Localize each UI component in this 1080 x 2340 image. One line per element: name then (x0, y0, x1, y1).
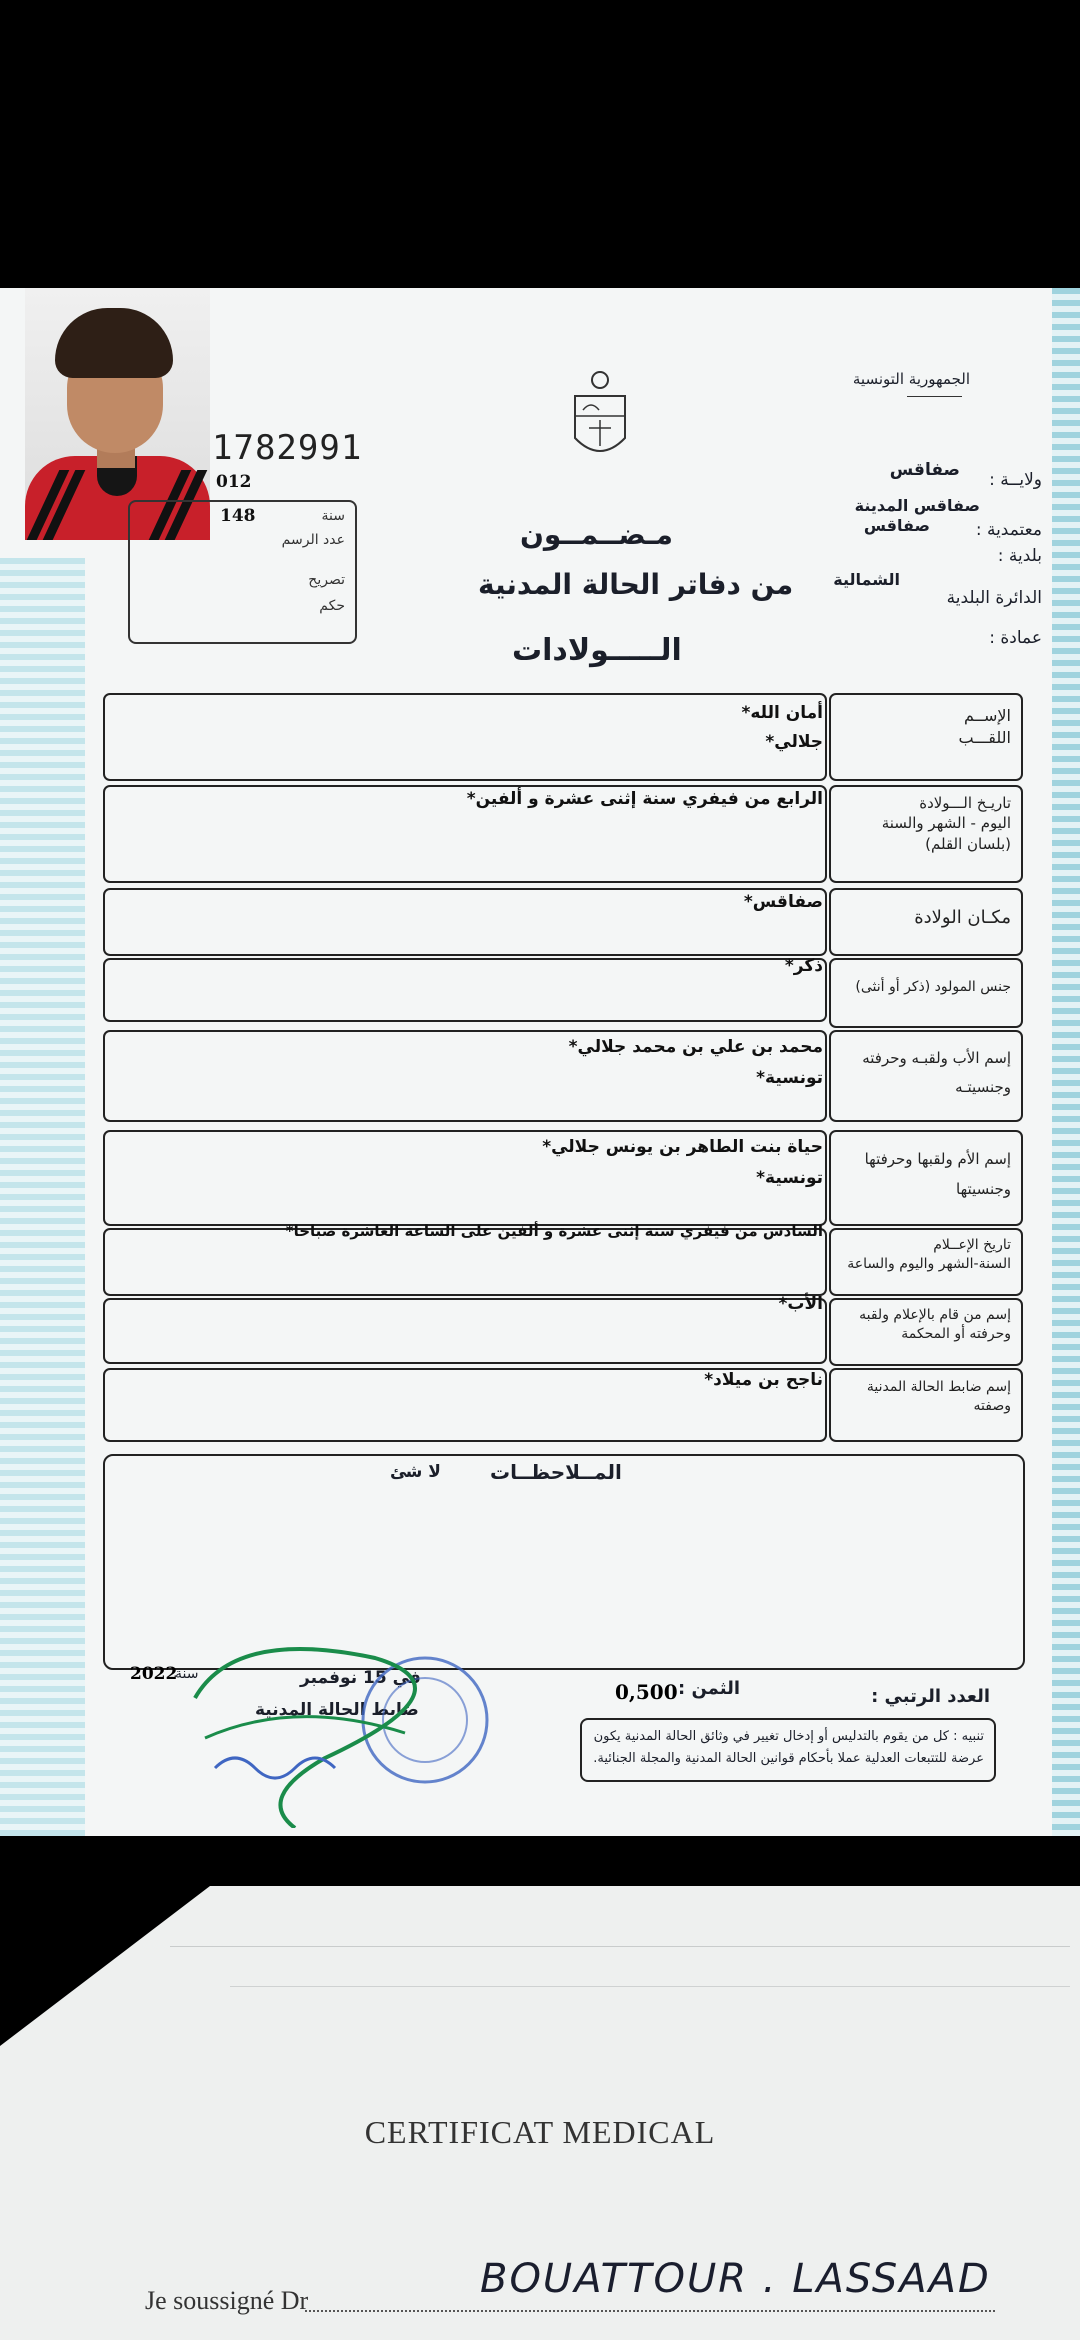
field-label-declaration-date: تاريخ الإعــلام السنة-الشهر واليوم والساعة (847, 1237, 1011, 1272)
field-value-sex: ذكر* (784, 956, 823, 976)
judgment-label: حكم (319, 598, 345, 614)
field-value-declarant: الأب* (778, 1294, 823, 1314)
baladiya-label: بلدية : (997, 546, 1042, 566)
footer-date: في 15 نوفمبر (300, 1668, 421, 1688)
tunisia-coat-of-arms-icon (565, 368, 635, 468)
wilaya-value: صفاقس (889, 460, 960, 480)
baladiya-value: صفاقس (863, 516, 930, 535)
field-label-mother: إسم الأم ولقبها وحرفتها وجنسيتها (864, 1150, 1011, 1198)
field-label-declarant: إسم من قام بالإعلام ولقبه وحرفته أو المحكمة (859, 1307, 1011, 1342)
act-number-box (128, 472, 357, 644)
mootamadiya-label: معتمدية : (975, 520, 1042, 540)
field-label-father: إسم الأب ولقبـه وحرفته وجنسيتـه (862, 1049, 1011, 1096)
field-value-birth-place: صفاقس* (743, 892, 823, 912)
field-value-father: محمد بن علي بن محمد جلالي* تونسية* (568, 1037, 823, 1088)
republic-name: الجمهورية التونسية (852, 370, 970, 388)
field-value-name: أمان الله* جلالي* (741, 703, 823, 752)
field-label-name: الإســم اللقـــب (958, 706, 1011, 747)
daira-value: الشمالية (833, 570, 900, 589)
birth-certificate (0, 288, 1080, 1836)
medical-dotted-line (305, 2310, 995, 2312)
declaration-label: تصريح (308, 572, 345, 588)
footer-year-value: 2022 (130, 1664, 178, 1684)
field-row-declaration-date (103, 1222, 1023, 1298)
field-value-birth-date: الرابع من فيفري سنة إثنى عشرة و ألفين* (466, 789, 823, 809)
section-title-births: الـــــولادات (512, 633, 682, 668)
field-value-mother: حياة بنت الطاهر بن يونس جلالي* تونسية* (542, 1137, 823, 1188)
act-year-value: 012 (216, 472, 252, 492)
field-row-mother (103, 1130, 1023, 1224)
field-row-father (103, 1030, 1023, 1124)
field-row-sex (103, 958, 1023, 1028)
field-value-declaration-date: السادس من فيفري سنة إثنى عشرة و ألفين على الساعة العاشرة صباحا* (285, 1222, 823, 1240)
imada-label: عمادة : (989, 628, 1042, 648)
act-number-label: عدد الرسم (281, 532, 345, 548)
title-line2: من دفاتر الحالة المدنية (478, 568, 794, 601)
medical-title: CERTIFICAT MEDICAL (364, 2114, 716, 2150)
serial-label: العدد الرتبي : (871, 1686, 990, 1707)
act-year-label: سنة (321, 508, 345, 524)
field-label-birth-date: تاريـخ الـــولادة اليوم - الشهر والسنة (بلسان القلم) (881, 794, 1011, 853)
legal-warning-box: تنبيه : كل من يقوم بالتدليس أو إدخال تغيير في وثائق الحالة المدنية يكون عرضة للتتبعات العدلية عملا بأحكام قوانين الحالة المدنية والمجلة الجنائية. (580, 1718, 996, 1782)
medical-declaration-label: Je soussigné Dr (145, 2286, 309, 2315)
mootamadiya-value: صفاقس المدينة (854, 496, 980, 515)
field-label-officer: إسم ضابط الحالة المدنية وصفته (866, 1379, 1011, 1414)
left-decorative-border (0, 558, 85, 1836)
field-row-declarant (103, 1294, 1023, 1368)
field-value-officer: ناجح بن ميلاد* (704, 1370, 823, 1390)
title-line1: مـضــمــون (520, 518, 674, 551)
doctor-name-handwritten: BOUATTOUR . LASSAAD (480, 2256, 991, 2302)
act-number-value: 148 (220, 506, 256, 526)
field-label-birth-place: مكـان الولادة (914, 907, 1011, 928)
folded-corner (0, 1886, 210, 2046)
field-row-name (103, 693, 1023, 781)
field-row-birth-date (103, 785, 1023, 883)
official-stamp-signature-icon (175, 1638, 505, 1828)
remarks-label: المــلاحظــات (490, 1460, 622, 1484)
price-label: الثمن : (678, 1678, 741, 1699)
price-value: 0,500 (615, 1680, 678, 1704)
field-row-officer (103, 1368, 1023, 1440)
footer-officer-title: ضابط الحالة المدنية (255, 1700, 419, 1720)
wilaya-label: ولايــة : (989, 470, 1042, 490)
daira-label: الدائرة البلدية (946, 588, 1042, 608)
serial-number: 1782991 (212, 428, 363, 468)
medical-certificate (0, 1886, 1080, 2340)
right-decorative-border (1052, 288, 1080, 1836)
field-label-sex: جنس المولود (ذكر أو أنثى) (855, 979, 1011, 995)
footer-year-label: سنة (175, 1666, 199, 1682)
field-row-birth-place (103, 888, 1023, 956)
remarks-value: لا شئ (390, 1462, 441, 1482)
